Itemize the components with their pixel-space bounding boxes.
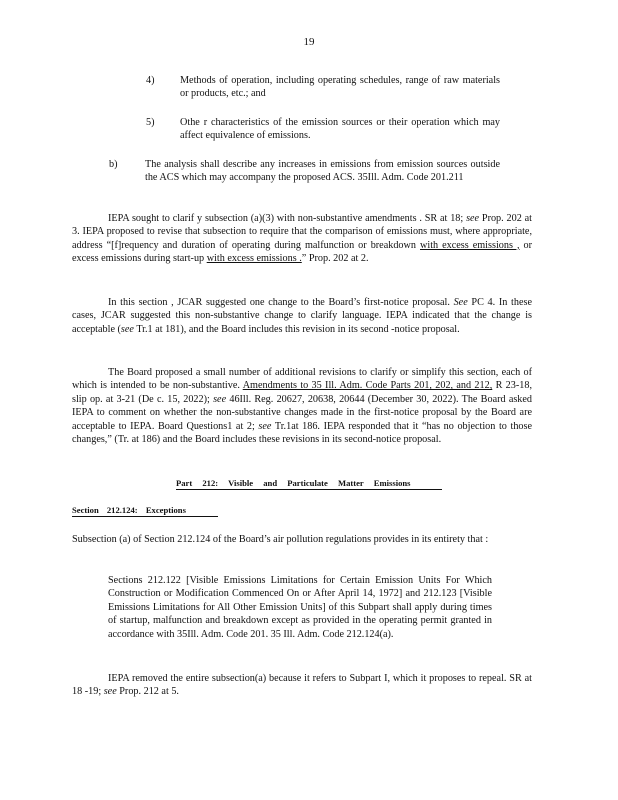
list-label-5: 5)	[146, 117, 155, 128]
paragraph-4: Subsection (a) of Section 212.124 of the Board’s air pollution regulations provides in its entirety that :	[72, 534, 489, 545]
list-label-4: 4)	[146, 75, 155, 86]
section-heading: Section 212.124: Exceptions	[72, 505, 218, 517]
page-number: 19	[303, 36, 315, 48]
paragraph-1: IEPA sought to clarif y subsection (a)(3) with non-substantive amendments . SR at 18; see Prop. 202 at 3. IEPA proposed to revise that subsection to require that the comparison of emissions must, where appropriate, address “[f]requency and duration of operating during malfunction or breakdown with excess emissions , or excess emissions during start-up with excess emissions .” Prop. 202 at 2.	[72, 213, 533, 265]
item-b: The analysis shall describe any increases in emissions from emission sources outside the ACS which may accompany the proposed ACS. 35Ill. Adm. Code 201.211	[145, 159, 500, 184]
paragraph-5: IEPA removed the entire subsection(a) because it refers to Subpart I, which it proposes to repeal. SR at 18 -19; see Prop. 212 at 5.	[72, 673, 532, 698]
list-item-5: Othe r characteristics of the emission sources or their operation which may affect equivalence of emissions.	[180, 117, 500, 142]
paragraph-3: The Board proposed a small number of additional revisions to clarify or simplify this section, each of which is intended to be non-substantive. Amendments to 35 Ill. Adm. Code Parts 201, 202, and 212, R 23-18, slip op. at 3-21 (De c. 15, 2022); see 46Ill. Reg. 20627, 20638, 20644 (December 30, 2022). The Board asked IEPA to comment on whether the non-substantive changes made in the first-notice proposal by the Board are acceptable to IEPA. Board Questions1 at 2; see Tr.1at 186. IEPA responded that it “has no objection to those changes,” (Tr. at 186) and the Board includes these revisions in its second-notice proposal.	[72, 367, 533, 446]
part-heading: Part 212: Visible and Particulate Matter Emissions	[176, 478, 442, 490]
item-b-label: b)	[109, 159, 118, 170]
paragraph-2: In this section , JCAR suggested one change to the Board’s first-notice proposal. See PC 4. In these cases, JCAR suggested this non-substantive change to clarify language. IEPA indicated that the change is acceptable (see Tr.1 at 181), and the Board includes this revision in its second -notice proposal.	[72, 297, 532, 335]
list-item-4: Methods of operation, including operating schedules, range of raw materials or products, etc.; and	[180, 75, 500, 100]
block-quote: Sections 212.122 [Visible Emissions Limitations for Certain Emission Units For Which Construction or Modification Commenced On or After April 14, 1972] and 212.123 [Visible Emissions Limitations for All Other Emission Units] of this Subpart shall apply during times of startup, malfunction and breakdown except as provided in the operating permit granted in accordance with 35Ill. Adm. Code 201. 35 Ill. Adm. Code 212.124(a).	[108, 575, 492, 640]
